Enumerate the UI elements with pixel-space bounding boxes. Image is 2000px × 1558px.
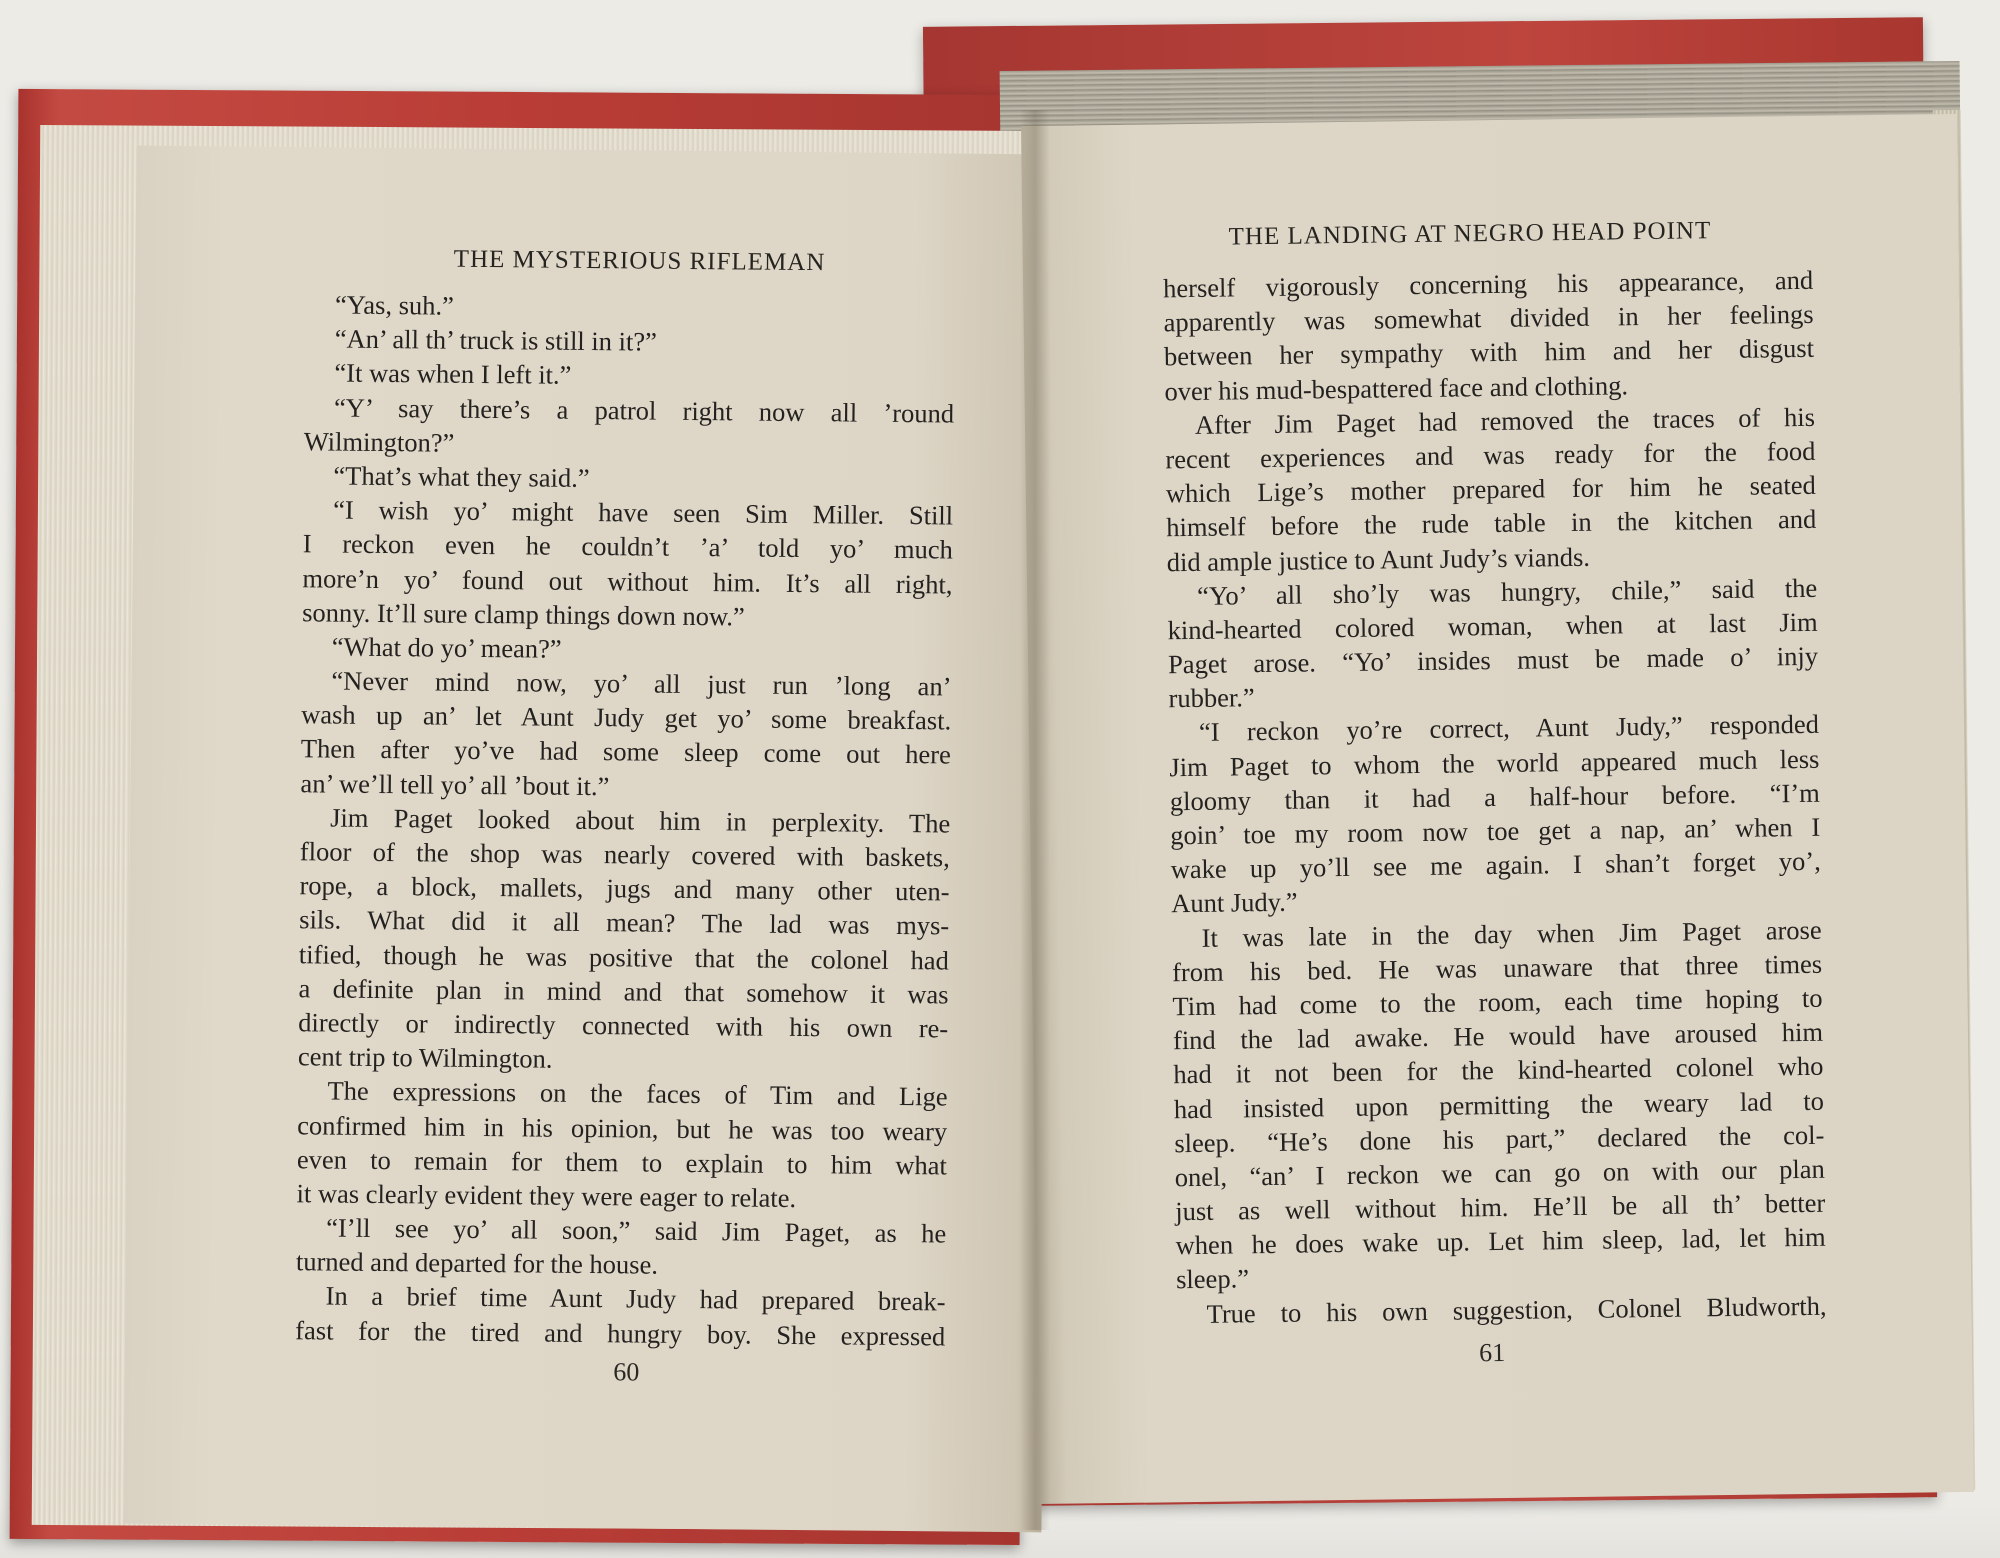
text-line: wash up an’ let Aunt Judy get yo’ some breakfast. — [301, 699, 952, 736]
text-line: kind-hearted colored woman, when at last Jim — [1167, 606, 1818, 646]
page-body — [1163, 263, 1827, 1331]
text-line: onel, “an’ I reckon we can go on with our plan — [1174, 1153, 1825, 1193]
text-line: more’n yo’ found out without him. It’s all right, — [302, 562, 953, 599]
text-line: The expressions on the faces of Tim and Lige — [327, 1075, 948, 1112]
text-line: from his bed. He was unaware that three times — [1171, 948, 1823, 988]
text-line: Tim had come to the room, each time hoping to — [1172, 982, 1823, 1022]
text-line: “What do yo’ mean?” — [331, 631, 562, 664]
text-line: True to his own suggestion, Colonel Bludworth, — [1206, 1290, 1827, 1329]
text-line: cent trip to Wilmington. — [297, 1041, 553, 1074]
text-line: turned and departed for the house. — [295, 1246, 659, 1280]
text-line: Then after yo’ve had some sleep come out here — [300, 733, 951, 770]
text-line: goin’ toe my room now toe get a nap, an’ when I — [1170, 811, 1821, 851]
page-body — [295, 287, 955, 1353]
text-line: recent experiences and was ready for the food — [1165, 435, 1816, 475]
text-line: “Yas, suh.” — [334, 289, 455, 321]
text-line: confirmed him in his opinion, but he was too weary — [297, 1109, 948, 1146]
text-line: sils. What did it all mean? The lad was mys- — [299, 904, 950, 941]
text-line: Paget arose. “Yo’ insides must be made o’ injy — [1167, 640, 1819, 680]
text-line: Jim Paget to whom the world appeared much less — [1169, 743, 1820, 782]
text-line: floor of the shop was nearly covered with baskets, — [299, 836, 950, 873]
right-page — [1021, 114, 1974, 1504]
text-line: “I wish yo’ might have seen Sim Miller. Still — [333, 494, 954, 531]
text-line: even to remain for them to explain to him what — [296, 1143, 948, 1181]
text-line: sleep.” — [1175, 1263, 1250, 1295]
text-line: “It was when I left it.” — [334, 357, 572, 391]
text-line: “That’s what they said.” — [333, 460, 590, 493]
text-line: It was late in the day when Jim Paget arose — [1201, 914, 1822, 953]
text-line: gloomy than it had a half-hour before. “I’m — [1169, 777, 1821, 817]
text-line: herself vigorously concerning his appearance, and — [1162, 264, 1814, 304]
text-line: an’ we’ll tell yo’ all ’bout it.” — [300, 767, 610, 801]
text-line: between her sympathy with him and her disgust — [1163, 333, 1815, 372]
text-line: just as well without him. He’ll be all th’ better — [1175, 1187, 1826, 1227]
text-line: In a brief time Aunt Judy had prepared break- — [325, 1280, 946, 1317]
text-line: did ample justice to Aunt Judy’s viands. — [1166, 541, 1591, 577]
text-line: over his mud-bespattered face and clothing. — [1164, 369, 1629, 406]
text-line: sleep. “He’s done his part,” declared the col- — [1174, 1119, 1825, 1158]
text-line: when he does wake up. Let him sleep, lad, let him — [1175, 1221, 1826, 1261]
text-line: fast for the tired and hungry boy. She expressed — [295, 1314, 946, 1352]
text-line: After Jim Paget had removed the traces of his — [1194, 401, 1816, 440]
running-head: THE MYSTERIOUS RIFLEMAN — [453, 245, 826, 277]
text-line: had insisted upon permitting the weary lad to — [1173, 1085, 1825, 1124]
text-line: which Lige’s mother prepared for him he seated — [1165, 469, 1816, 509]
text-line: wake up yo’ll see me again. I shan’t forget yo’, — [1170, 845, 1821, 885]
text-line: it was clearly evident they were eager to relate. — [296, 1178, 797, 1213]
page-number: 61 — [1478, 1337, 1506, 1368]
left-page — [123, 146, 1054, 1533]
running-head: THE LANDING AT NEGRO HEAD POINT — [1228, 217, 1712, 251]
text-line: Wilmington?” — [303, 425, 455, 458]
text-line: “Y’ say there’s a patrol right now all ’round — [333, 392, 955, 429]
text-line: had it not been for the kind-hearted colonel who — [1173, 1051, 1824, 1090]
text-line: “An’ all th’ truck is still in it?” — [334, 323, 658, 357]
page-number: 60 — [613, 1357, 640, 1387]
text-line: “I’ll see yo’ all soon,” said Jim Paget, as he — [326, 1212, 947, 1249]
text-line: rubber.” — [1168, 682, 1255, 714]
text-line: a definite plan in mind and that somehow it was — [298, 972, 949, 1010]
text-line: directly or indirectly connected with his own re- — [298, 1007, 949, 1044]
text-line: I reckon even he couldn’t ’a’ told yo’ much — [302, 528, 953, 565]
text-line: “I reckon yo’re correct, Aunt Judy,” responded — [1198, 709, 1820, 748]
text-line: Jim Paget looked about him in perplexity. The — [330, 802, 951, 839]
text-line: sonny. It’ll sure clamp things down now.” — [302, 596, 745, 632]
text-line: “Yo’ all sho’ly was hungry, chile,” said the — [1196, 572, 1818, 611]
text-line: tified, though he was positive that the colonel had — [298, 938, 949, 976]
text-line: rope, a block, mallets, jugs and many other uten- — [299, 870, 950, 907]
text-line: Aunt Judy.” — [1171, 887, 1298, 919]
book-gutter — [1020, 110, 1050, 1530]
text-line: find the lad awake. He would have aroused him — [1172, 1016, 1824, 1056]
text-line: himself before the rude table in the kitchen and — [1166, 504, 1817, 543]
text-line: apparently was somewhat divided in her feelings — [1163, 299, 1814, 338]
text-line: “Never mind now, yo’ all just run ’long an’ — [331, 665, 952, 702]
